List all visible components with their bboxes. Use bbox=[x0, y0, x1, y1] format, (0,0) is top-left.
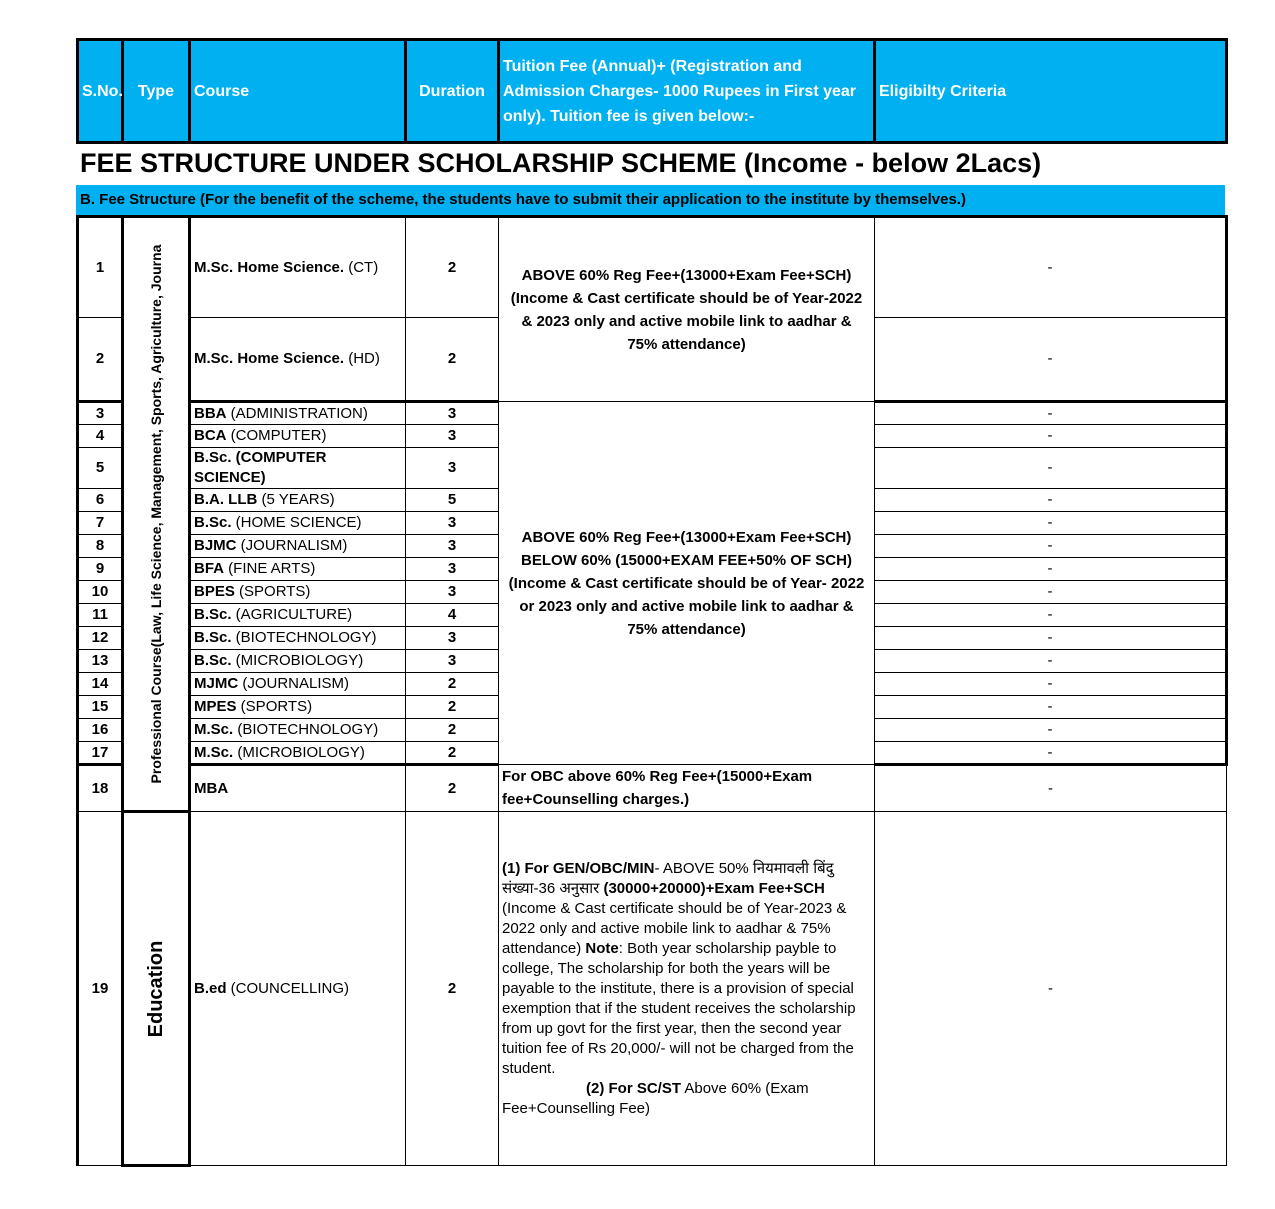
header-course: Course bbox=[190, 40, 406, 143]
row-sno: 6 bbox=[78, 489, 123, 512]
row-eligibility: - bbox=[875, 765, 1227, 812]
type-education-label: Education bbox=[145, 940, 167, 1037]
row-course bbox=[190, 448, 406, 489]
bed-gen-label: (1) For GEN/OBC/MIN bbox=[502, 859, 655, 877]
row-course bbox=[190, 318, 406, 402]
row-eligibility: - bbox=[875, 673, 1227, 696]
row-duration: 3 bbox=[406, 650, 499, 673]
row-duration: 5 bbox=[406, 489, 499, 512]
table-row bbox=[78, 812, 1227, 1166]
course-code: M.Sc. bbox=[194, 721, 234, 738]
row-duration: 3 bbox=[406, 558, 499, 581]
row-course bbox=[190, 696, 406, 719]
bed-note-label: Note bbox=[585, 939, 619, 957]
row-duration: 3 bbox=[406, 535, 499, 558]
bed-gen-conditions: (Income & Cast certificate should be of Year-2023 & 2022 only and active mobile link to aadhar & 75% attendance) bbox=[502, 899, 847, 957]
row-eligibility: - bbox=[875, 719, 1227, 742]
table-header bbox=[76, 38, 1228, 144]
fee-bed-counselling bbox=[499, 812, 875, 1166]
row-course bbox=[190, 627, 406, 650]
row-eligibility: - bbox=[875, 627, 1227, 650]
row-eligibility: - bbox=[875, 812, 1227, 1166]
table-row bbox=[78, 765, 1227, 812]
course-detail: (AGRICULTURE) bbox=[231, 606, 353, 623]
row-sno: 10 bbox=[78, 581, 123, 604]
row-duration: 2 bbox=[406, 719, 499, 742]
type-professional-label: Professional Course(Law, Life Science, Management, Sports, Agriculture, Journa bbox=[148, 244, 164, 784]
row-sno: 8 bbox=[78, 535, 123, 558]
table-row bbox=[78, 402, 1227, 425]
row-course bbox=[190, 512, 406, 535]
header-eligibility: Eligibilty Criteria bbox=[875, 40, 1227, 143]
row-duration: 2 bbox=[406, 318, 499, 402]
course-detail: (COUNCELLING) bbox=[226, 979, 350, 997]
row-course bbox=[190, 581, 406, 604]
course-code: MJMC bbox=[194, 675, 239, 692]
page-title: FEE STRUCTURE UNDER SCHOLARSHIP SCHEME (Income - below 2Lacs) bbox=[80, 148, 1042, 178]
row-sno: 19 bbox=[78, 812, 123, 1166]
header-type: Type bbox=[123, 40, 190, 143]
row-duration: 2 bbox=[406, 217, 499, 318]
course-detail: (MICROBIOLOGY) bbox=[233, 743, 365, 761]
course-code: BFA bbox=[194, 560, 224, 577]
course-detail: (5 YEARS) bbox=[257, 491, 335, 508]
course-detail: (JOURNALISM) bbox=[238, 675, 350, 692]
row-eligibility: - bbox=[875, 318, 1227, 402]
course-detail: (BIOTECHNOLOGY) bbox=[233, 721, 379, 738]
course-code: B.ed bbox=[194, 979, 227, 997]
row-duration: 2 bbox=[406, 742, 499, 765]
row-sno: 14 bbox=[78, 673, 123, 696]
bed-gen-fee: (30000+20000)+Exam Fee+SCH bbox=[603, 879, 825, 897]
course-code: M.Sc. Home Science. bbox=[194, 258, 345, 276]
row-course bbox=[190, 217, 406, 318]
bed-scst-text: Above 60% (Exam Fee+Counselling Fee) bbox=[502, 1079, 809, 1117]
row-course bbox=[190, 742, 406, 765]
row-duration: 3 bbox=[406, 425, 499, 448]
header-tuition-fee: Tuition Fee (Annual)+ (Registration and Admission Charges- 1000 Rupees in First year only). Tuition fee is given below:- bbox=[499, 40, 875, 143]
type-education bbox=[123, 812, 190, 1166]
fee-structure-banner: B. Fee Structure (For the benefit of the scheme, the students have to submit their application to the institute by themselves.) bbox=[76, 185, 1225, 215]
type-professional-course bbox=[123, 217, 190, 812]
table-row bbox=[78, 217, 1227, 318]
fee-mba: For OBC above 60% Reg Fee+(15000+Exam fee+Counselling charges.) bbox=[499, 765, 875, 812]
course-detail: (HOME SCIENCE) bbox=[231, 514, 362, 531]
row-course bbox=[190, 489, 406, 512]
row-course bbox=[190, 425, 406, 448]
row-duration: 3 bbox=[406, 448, 499, 489]
row-eligibility: - bbox=[875, 742, 1227, 765]
course-detail: (SPORTS) bbox=[234, 583, 311, 600]
row-sno: 15 bbox=[78, 696, 123, 719]
row-duration: 2 bbox=[406, 673, 499, 696]
header-sno: S.No. bbox=[78, 40, 123, 143]
row-duration: 3 bbox=[406, 512, 499, 535]
fee-table bbox=[76, 215, 1228, 1167]
row-sno: 18 bbox=[78, 765, 123, 812]
row-duration: 3 bbox=[406, 627, 499, 650]
row-sno: 13 bbox=[78, 650, 123, 673]
course-code: BJMC bbox=[194, 537, 237, 554]
row-duration: 2 bbox=[406, 765, 499, 812]
bed-scst-label: (2) For SC/ST bbox=[586, 1079, 682, 1097]
row-course bbox=[190, 812, 406, 1166]
row-duration: 2 bbox=[406, 812, 499, 1166]
row-sno: 4 bbox=[78, 425, 123, 448]
row-course bbox=[190, 402, 406, 425]
row-eligibility: - bbox=[875, 581, 1227, 604]
row-eligibility: - bbox=[875, 535, 1227, 558]
row-eligibility: - bbox=[875, 448, 1227, 489]
course-code: BPES bbox=[194, 583, 235, 600]
row-eligibility: - bbox=[875, 558, 1227, 581]
course-code: B.Sc. bbox=[194, 606, 232, 623]
row-duration: 3 bbox=[406, 402, 499, 425]
course-code: MPES bbox=[194, 698, 237, 715]
course-code: B.A. LLB bbox=[194, 491, 258, 508]
row-course bbox=[190, 765, 406, 812]
row-sno: 11 bbox=[78, 604, 123, 627]
row-eligibility: - bbox=[875, 604, 1227, 627]
fee-group-msc-home-science: ABOVE 60% Reg Fee+(13000+Exam Fee+SCH) (Income & Cast certificate should be of Year-2022 & 2023 only and active mobile link to aadhar & 75% attendance) bbox=[499, 217, 875, 402]
course-code: B.Sc. (COMPUTER SCIENCE) bbox=[194, 449, 327, 486]
course-detail: (COMPUTER) bbox=[226, 427, 327, 444]
course-detail: (MICROBIOLOGY) bbox=[231, 652, 364, 669]
course-detail: (CT) bbox=[344, 258, 379, 276]
course-detail: (HD) bbox=[344, 350, 380, 367]
row-duration: 2 bbox=[406, 696, 499, 719]
course-detail: (SPORTS) bbox=[236, 698, 313, 715]
row-eligibility: - bbox=[875, 402, 1227, 425]
row-eligibility: - bbox=[875, 489, 1227, 512]
row-sno: 1 bbox=[78, 217, 123, 318]
row-duration: 4 bbox=[406, 604, 499, 627]
row-sno: 3 bbox=[78, 402, 123, 425]
course-code: M.Sc. bbox=[194, 743, 234, 761]
course-code: M.Sc. Home Science. bbox=[194, 350, 345, 367]
row-sno: 17 bbox=[78, 742, 123, 765]
row-eligibility: - bbox=[875, 650, 1227, 673]
fee-group-ug-pg-courses: ABOVE 60% Reg Fee+(13000+Exam Fee+SCH) BELOW 60% (15000+EXAM FEE+50% OF SCH) (Income & Cast certificate should be of Year- 2022 or 2023 only and active mobile link to aadhar & 75% attendance) bbox=[499, 402, 875, 765]
course-detail: (ADMINISTRATION) bbox=[226, 404, 368, 422]
course-code: B.Sc. bbox=[194, 652, 232, 669]
row-sno: 12 bbox=[78, 627, 123, 650]
course-detail: (BIOTECHNOLOGY) bbox=[231, 629, 377, 646]
course-code: B.Sc. bbox=[194, 514, 232, 531]
row-eligibility: - bbox=[875, 512, 1227, 535]
row-course bbox=[190, 673, 406, 696]
row-course bbox=[190, 604, 406, 627]
bed-gen-text: - ABOVE 50% नियमावली बिंदु संख्या-36 अनुसार bbox=[502, 859, 834, 897]
row-eligibility: - bbox=[875, 696, 1227, 719]
row-sno: 5 bbox=[78, 448, 123, 489]
row-sno: 9 bbox=[78, 558, 123, 581]
course-code: B.Sc. bbox=[194, 629, 232, 646]
row-sno: 2 bbox=[78, 318, 123, 402]
course-detail: (JOURNALISM) bbox=[236, 537, 348, 554]
bed-note-text: : Both year scholarship payble to college, The scholarship for both the years will be payable to the institute, there is a provision of special exemption that if the student receives the scholarship from up govt for the first year, then the second year tuition fee of Rs 20,000/- will not be charged from the student. bbox=[502, 939, 856, 1077]
row-eligibility: - bbox=[875, 425, 1227, 448]
row-duration: 3 bbox=[406, 581, 499, 604]
row-eligibility: - bbox=[875, 217, 1227, 318]
row-course bbox=[190, 719, 406, 742]
course-code: MBA bbox=[194, 779, 229, 797]
row-sno: 16 bbox=[78, 719, 123, 742]
row-course bbox=[190, 535, 406, 558]
header-duration: Duration bbox=[406, 40, 499, 143]
row-course bbox=[190, 558, 406, 581]
course-code: BCA bbox=[194, 427, 227, 444]
course-code: BBA bbox=[194, 404, 227, 422]
course-detail: (FINE ARTS) bbox=[224, 560, 316, 577]
row-course bbox=[190, 650, 406, 673]
row-sno: 7 bbox=[78, 512, 123, 535]
